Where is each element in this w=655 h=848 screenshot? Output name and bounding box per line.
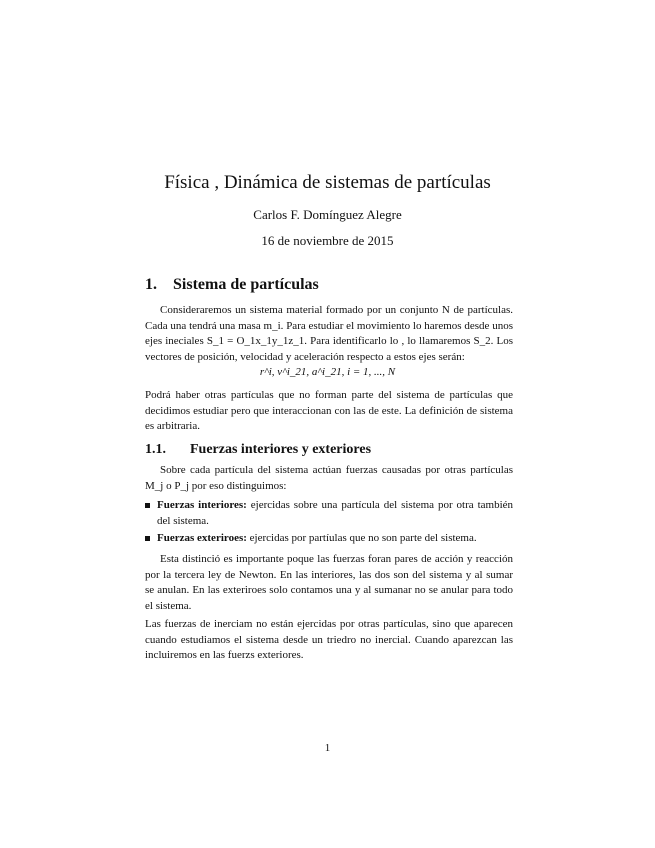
subsection-paragraph-3: Las fuerzas de inerciam no están ejercidas por otras partículas, sino que aparecen cuando estudiamos el sistema desde un triedro no inercial. Cuando aparezcan las incluiremos en las fuerzs exteriores. <box>145 618 513 661</box>
section-title: Sistema de partículas <box>173 276 319 293</box>
section-paragraph-1: Consideraremos un sistema material formado por un conjunto N de partículas. Cada una tendrá una masa m_i. Para estudiar el movimiento lo haremos desde unos ejes ineciales S_1 = O_1x_1y_1z_1. Para identificarlo lo , lo llamaremos S_2. Los vectores de posición, velocidad y aceleración respecto a estos ejes serán: <box>145 304 513 363</box>
document-title: Física , Dinámica de sistemas de partículas <box>164 172 491 193</box>
list-item <box>157 498 513 529</box>
list-item-text: ejercidas sobre una partícula del sistema por otra también del sistema. <box>157 499 514 527</box>
section-number: 1. <box>145 276 157 293</box>
subsection-paragraph-2: Esta distinció es importante poque las fuerzas foran pares de acción y reacción por la tercera ley de Newton. En las interiores, las dos son del sistema y al sumar se anulan. En las exteriroes solo contamos una y al sumanar no se anular para todo el sistema. <box>145 553 513 612</box>
document-date: 16 de noviembre de 2015 <box>261 233 394 248</box>
subsection-heading <box>145 442 371 458</box>
list-item-text: ejercidas por partíulas que no son parte del sistema. <box>249 532 477 544</box>
bullet-icon <box>145 536 150 541</box>
subsection-paragraph-1: Sobre cada partícula del sistema actúan fuerzas causadas por otras partículas M_j o P_j por eso distinguimos: <box>145 464 513 492</box>
page-number: 1 <box>324 742 331 754</box>
list-item <box>157 531 513 547</box>
list-item-term: Fuerzas interiores: <box>157 499 247 511</box>
document-author: Carlos F. Domínguez Alegre <box>253 207 402 222</box>
subsection-number: 1.1. <box>145 442 166 457</box>
bullet-icon <box>145 503 150 508</box>
list-item-term: Fuerzas exteriroes: <box>157 532 247 544</box>
subsection-title: Fuerzas interiores y exteriores <box>190 442 372 457</box>
position-velocity-equation: r^i, v^i_21, a^i_21, i = 1, ..., N <box>259 366 396 378</box>
section-heading <box>145 276 319 294</box>
section-paragraph-2: Podrá haber otras partículas que no forman parte del sistema de partículas que decidimos estudiar pero que interaccionan con las de este. La definición de sistema es arbitraria. <box>145 389 513 432</box>
